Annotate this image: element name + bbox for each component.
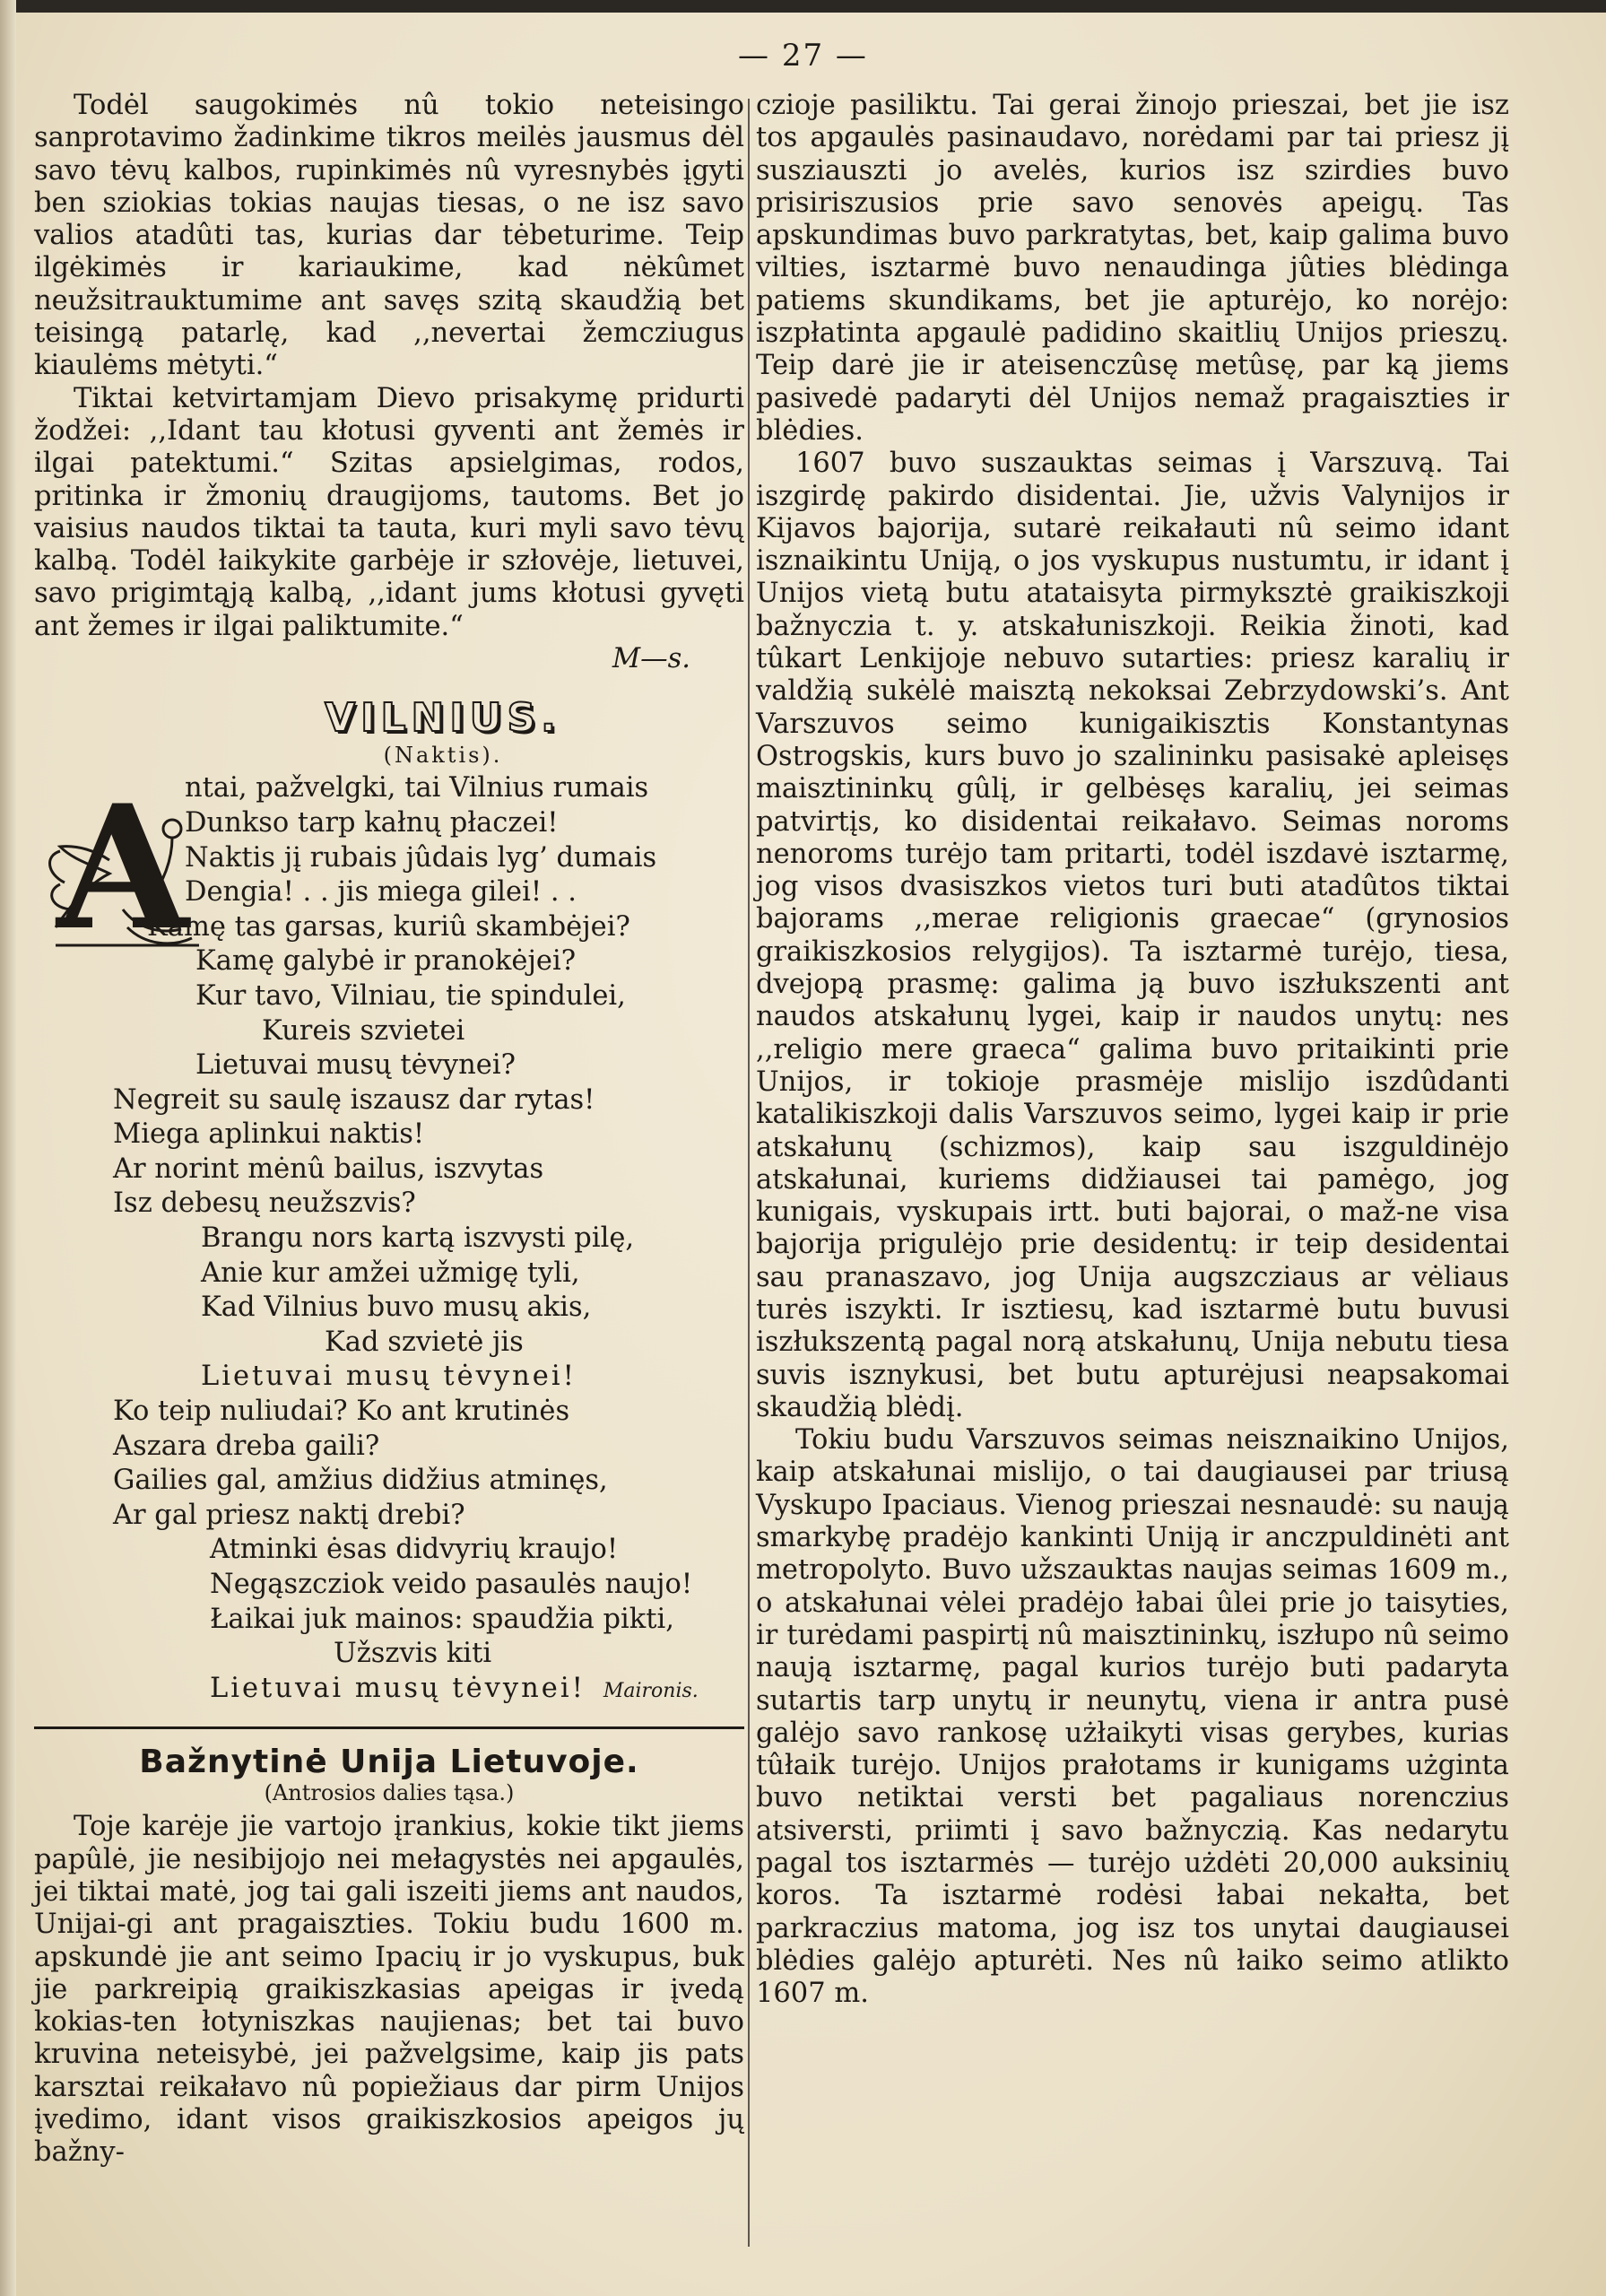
poem-line-text: Ar norint mėnû bailus, iszvytas — [113, 1152, 544, 1185]
intro-signature: M—s. — [612, 643, 690, 675]
poem-line-text: Kamę tas garsas, kuriû skambėjei? — [147, 910, 630, 943]
page-number: — 27 — — [738, 38, 868, 74]
intro-paragraph-1: Todėl saugokimės nû tokio neteisingo sanprotavimo žadinkime tikros meilės jausmus dėl savo tėvų kalbos, rupinkimės nû vyresnybės įgyti ben sziokias tokias naujas tiesas, o ne isz savo valios atadûti tas, kurias dar tėbeturime. Teip ilgėkimės ir kariaukime, kad nėkûmet neužsitrauktumime ant savęs szitą skaudžią bet teisingą patarlę, kad ,,nevertai žemcziugus kiaulėms mėtyti.“ — [34, 90, 744, 382]
section-rule — [34, 1726, 744, 1729]
poem-line-text: Užszvis kiti — [334, 1638, 492, 1670]
poem-line — [34, 1014, 744, 1049]
poem-line — [34, 1499, 744, 1534]
right-paragraph-1: czioje pasiliktu. Tai gerai žinojo prieszai, bet jie isz tos apgaulės pasinaudavo, norėdami par tai priesz jį susziauszti jo avelės, kurios isz szirdies buvo prisiriszusios prie savo senovės apeigų. Tas apskundimas buvo parkratytas, bet, kaip galima buvo vilties, isztarmė buvo nenaudinga jûties blėdinga patiems skundikams, bet jie apturėjo, ko norėjo: iszpłatinta apgaulė padidino skaitlių Unijos prieszų. Teip darė jie ir ateisenczûsę metûsę, par ką jiems pasivedė padaryti dėl Unijos nemaž pragaiszties ir blėdies. — [756, 90, 1509, 447]
poem-line-text: Gailies gal, amžius didžius atminęs, — [113, 1465, 608, 1497]
poem — [34, 771, 744, 1709]
poem-title: VILNIUS. — [325, 695, 561, 742]
poem-line — [34, 1568, 744, 1603]
poem-line — [34, 1257, 744, 1292]
poem-line-text: Brangu nors kartą iszvysti pilę, — [201, 1222, 635, 1255]
poem-line-text: Ko teip nuliudai? Ko ant krutinės — [113, 1396, 570, 1428]
poem-line-text: Naktis jį rubais jûdais lyg’ dumais — [185, 841, 657, 874]
poem-subtitle: (Naktis). — [383, 743, 503, 769]
poem-line — [34, 1360, 744, 1395]
intro-paragraph-2: Tiktai ketvirtamjam Dievo prisakymę pridurti žodžei: ,,Idant tau kłotusi gyventi ant žemės ir ilgai patektumi.“ Szitas apsielgimas, rodos, pritinka ir žmonių draugijoms, tautoms. Bet jo vaisius naudos tiktai ta tauta, kuri myli savo tėvų kalbą. Todėl łaikykite garbėje ir szłovėje, lietuvei, savo prigimtąją kalbą, ,,idant jums kłotusi gyvęti ant žemes ir ilgai paliktumite.“ — [34, 382, 744, 642]
poem-line-text: Łaikai juk mainos: spaudžia pikti, — [210, 1603, 674, 1635]
poem-line-text: Kad Vilnius buvo musų akis, — [201, 1292, 592, 1324]
poem-line — [34, 1152, 744, 1187]
poem-line — [34, 1672, 744, 1709]
column-divider — [748, 99, 750, 2247]
poem-line — [34, 1326, 744, 1361]
poem-line — [34, 979, 744, 1014]
poem-line — [34, 1083, 744, 1118]
right-paragraph-2: 1607 buvo suszauktas seimas į Varszuvą. Tai iszgirdę pakirdo disidentai. Jie, užvis Valynijos ir Kijavos bajorija, sutarė reikałauti nû seimo idant isznaikintu Uniją, o jos vyskupus nustumtu, ir idant į Unijos vietą butu atataisyta pirmyksztė graikiszkoji bažnyczia t. y. atskałuniszkoji. Reikia žinoti, kad tûkart Lenkijoje nebuvo sutarties: priesz karalių ir valdžią sukėlė maisztą nekoksai Zebrzydowski’s. Ant Varszuvos seimo kunigaikisztis Konstantynas Ostrogskis, kurs buvo jo szalininku pasisakė apleisęs maisztininkų gûlį, ir gelbėsęs karalių, jei seimas patvirtįs, ko disidentai reikałavo. Seimas noroms nenoroms turėjo tam pritarti, todėl iszdavė isztarmę, jog visos dvasiszkos vietos turi buti atadûtos tiktai bajorams ,,merae religionis graecae“ (grynosios graikiszkosios relygijos). Ta isztarmė turėjo, tiesa, dvejopą prasmę: galima ją buvo iszłukszenti ant naudos atskałunų lygei, kaip ir naudos unytų: nes ,,religio mere graeca“ galima buvo pritaikinti prie Unijos, ir tokioje prasmėje mislijo iszdûdanti katalikiszkoji dalis Varszuvos seimo, lygei kaip ir prie atskałunų (schizmos), kaip sau iszguldinėjo atskałunai, kuriems didžiausei tai pamėgo, jog kunigais, vyskupais irtt. buti bajorai, o maž-ne visa bajorija prigulėjo prie desidentų: ir teip desidentai sau pranaszavo, jog Unija augszcziaus ar vėliaus turės iszykti. Ir isztiesų, kad isztarmė butu buvusi iszłukszentą pagal norą atskałunų, Unija nebutu tiesa suvis isznykusi, bet butu apturėjusi neapsakomai skaudžią blėdį. — [756, 448, 1509, 1423]
poem-line-text: Dunkso tarp kałnų płaczei! — [185, 806, 559, 839]
poem-line-text: Ar gal priesz naktį drebi? — [113, 1499, 465, 1531]
ornamental-dropcap-icon — [38, 775, 208, 954]
article-title: Bažnytinė Unija Lietuvoje. — [139, 1744, 639, 1781]
poem-line — [34, 1291, 744, 1326]
poem-line-text: ntai, pažvelgki, tai Vilnius rumais — [185, 772, 649, 804]
poem-line-text: Atminki ėsas didvyrių kraujo! — [210, 1534, 619, 1566]
poem-line-text: Kad szvietė jis — [325, 1326, 524, 1358]
poem-line-text: Lietuvai musų tėvynei! — [210, 1672, 586, 1704]
poem-line-text: Lietuvai musų tėvynei! — [201, 1361, 577, 1393]
poem-line-text: Isz debesų neužszvis? — [113, 1187, 416, 1220]
poem-line — [34, 1222, 744, 1257]
poem-line-text: Miega aplinkui naktis! — [113, 1118, 425, 1151]
poem-line — [34, 1637, 744, 1672]
poem-line-text: Anie kur amžei užmigę tyli, — [201, 1257, 580, 1289]
poem-line-text: Dengia! . . jis miega gilei! . . — [185, 876, 577, 909]
poem-line-text: Kur tavo, Vilniau, tie spindulei, — [195, 979, 626, 1012]
poem-line — [34, 1187, 744, 1222]
poem-line-text: Kureis szvietei — [262, 1014, 465, 1047]
poem-line-text: Lietuvai musų tėvynei? — [195, 1049, 516, 1082]
right-column — [756, 90, 1509, 2011]
article-subtitle: (Antrosios dalies tąsa.) — [264, 1780, 515, 1806]
poem-author: Maironis. — [603, 1679, 699, 1702]
right-paragraph-3: Tokiu budu Varszuvos seimas neisznaikino Unijos, kaip atskałunai mislijo, o tai daugiausei par triusą Vyskupo Ipaciaus. Vienog prieszai nesnaudė: su naują smarkybę pradėjo kankinti Uniją ir anczpuldinėti ant metropolyto. Buvo užszauktas naujas seimas 1609 m., o atskałunai vėlei pradėjo łabai ûlei prie jo taisyties, ir turėdami paspirtį nû maisztininkų, iszłupo nû seimo naują isztarmę, pagal kurios turėjo buti padaryta sutartis tarp unytų ir neunytų, viena ir antra pusė galėjo savo rankosę użłaikyti visas gerybes, kurias tûłaik turėjo. Unijos prałotams ir kunigams użginta buvo netiktai versti bet pagaliaus norenczius atsiversti, priimti į savo bažnyczią. Kas nedarytu pagal tos isztarmės — turėjo użdėti 20,000 auksinių koros. Ta isztarmė rodėsi łabai nekałta, bet parkraczius matoma, jog isz tos unytai daugiausei blėdies galėjo apturėti. Nes nû łaiko seimo atlikto 1607 m. — [756, 1424, 1509, 2010]
left-column — [34, 90, 744, 2170]
poem-line — [34, 1430, 744, 1465]
poem-line-text: Negąszcziok veido pasaulės naujo! — [210, 1569, 693, 1600]
article-paragraph: Toje karėje jie vartojo įrankius, kokie tikt jiems papûlė, jie nesibijojo nei mełagystės nei apgaulės, jei tiktai matė, jog tai gali iszeiti jiems ant naudos, Unijai-gi ant pragaiszties. Tokiu budu 1600 m. apskundė jie ant seimo Ipacių ir jo vyskupus, buk jie parkreipią graikiszkasias apeigas ir įvedą kokias-ten łotyniszkas naujienas; bet tai buvo kruvina neteisybė, jei pažvelgsime, kaip jis pats karsztai reikałavo nû popiežiaus dar pirm Unijos įvedimo, idant visos graikiszkosios apeigos jų bažny- — [34, 1811, 744, 2169]
poem-line — [34, 1048, 744, 1083]
poem-line — [34, 1118, 744, 1152]
poem-line-text: Kamę galybė ir pranokėjei? — [195, 945, 577, 978]
dropcap-letter: A — [56, 775, 189, 955]
page-binding-edge — [0, 0, 16, 2296]
page-top-edge — [0, 0, 1606, 13]
poem-line — [34, 1464, 744, 1499]
poem-line-text: Aszara dreba gaili? — [113, 1430, 380, 1462]
poem-line — [34, 1395, 744, 1430]
poem-line — [34, 1603, 744, 1638]
poem-line-text: Negreit su saulę iszausz dar rytas! — [113, 1083, 595, 1116]
poem-line — [34, 1533, 744, 1568]
